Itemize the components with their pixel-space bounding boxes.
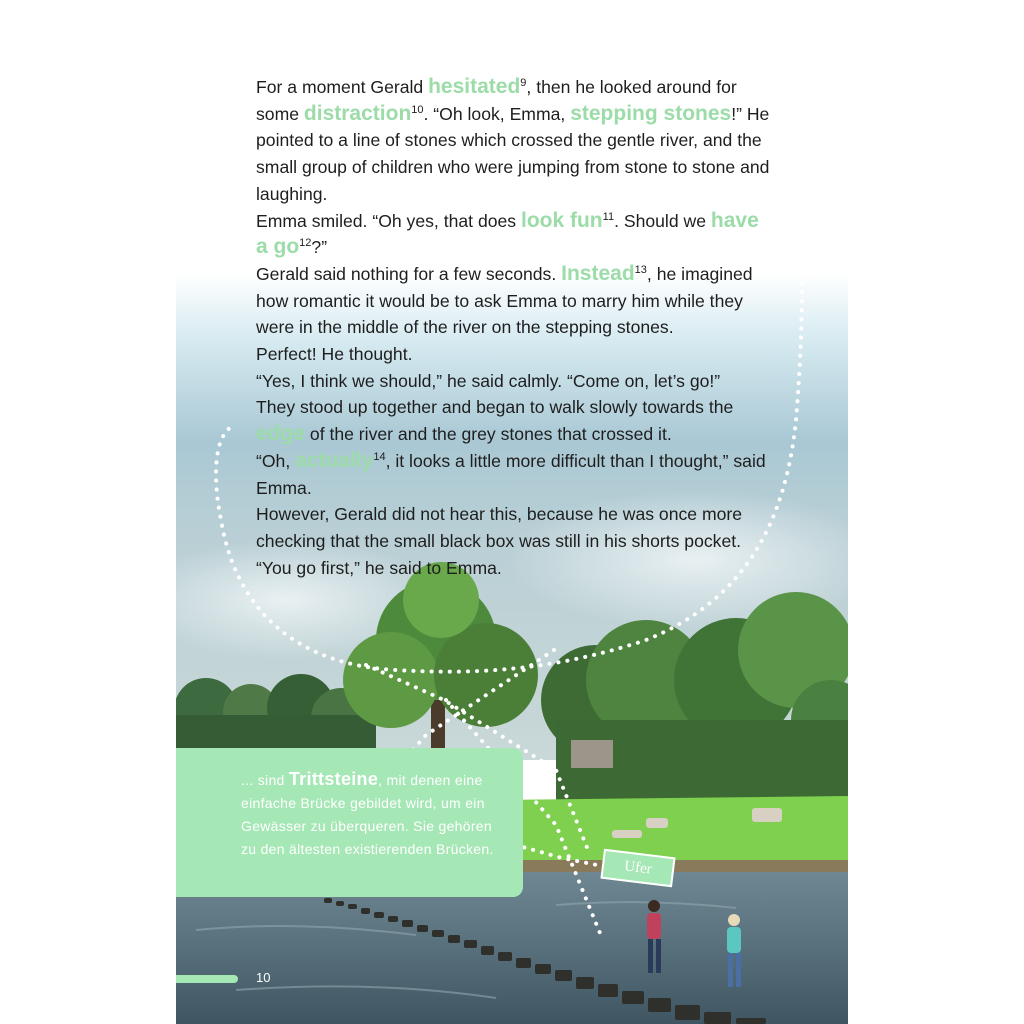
book-page bbox=[176, 0, 848, 1024]
vocab-word: Instead bbox=[561, 261, 635, 285]
story-paragraph: Perfect! He thought. bbox=[256, 344, 413, 365]
story-paragraph: For a moment Gerald hesitated$^9$, then he looked around for some distraction$^{10}$. “Oh look, Emma, stepping stones!” He pointed to a line of stones which crossed the gentle river, and the small group of children who were jumping from stone to stone and laughing. bbox=[256, 75, 770, 204]
footnote-number: 9 bbox=[520, 77, 527, 90]
footnote-number: 12 bbox=[299, 237, 312, 250]
story-paragraph: “Yes, I think we should,” he said calmly. “Come on, let’s go!” bbox=[256, 370, 721, 391]
info-callout bbox=[176, 748, 523, 897]
vocab-word: actually bbox=[295, 448, 374, 472]
footnote-number: 14 bbox=[373, 450, 386, 463]
story-paragraph: They stood up together and began to walk slowly towards the edge of the river and the grey stones that crossed it. bbox=[256, 397, 734, 446]
callout-keyword: Trittsteine bbox=[288, 769, 379, 789]
story-paragraph: “You go first,” he said to Emma. bbox=[256, 557, 502, 578]
footnote-number: 10 bbox=[411, 103, 424, 116]
ufer-label: Ufer bbox=[600, 849, 675, 888]
story-paragraph: “Oh, actually$^{14}$, it looks a little more difficult than I thought,” said Emma. bbox=[256, 448, 766, 498]
vocab-word: have a go bbox=[256, 208, 759, 259]
vocab-word: edge bbox=[256, 422, 306, 446]
vocab-word: hesitated bbox=[428, 75, 521, 98]
vocab-word: stepping stones bbox=[570, 101, 732, 125]
page-number: 10 bbox=[256, 970, 271, 985]
story-paragraph: However, Gerald did not hear this, because he was once more checking that the small black box was still in his shorts pocket. bbox=[256, 504, 743, 551]
story-paragraph: Emma smiled. “Oh yes, that does look fun$^{11}$. Should we have a $go^{12}$?” bbox=[256, 208, 759, 259]
footnote-number: 13 bbox=[634, 264, 647, 277]
story-text bbox=[256, 74, 776, 581]
vocab-word: look fun bbox=[520, 208, 603, 232]
callout-text: ... sind Trittsteine, mit denen eine einfache Brücke gebildet wird, um ein Gewässer zu überqueren. Sie gehören zu den ältesten existierenden Brücken. bbox=[241, 769, 494, 857]
story-paragraph: Gerald said nothing for a few seconds. Instead$^{13}$, he imagined how romantic it would be to ask Emma to marry him while they were in the middle of the river on the stepping stones. bbox=[256, 261, 753, 338]
footnote-number: 11 bbox=[602, 210, 615, 223]
page-number-marker bbox=[176, 975, 238, 983]
vocab-word: distraction bbox=[303, 101, 412, 125]
